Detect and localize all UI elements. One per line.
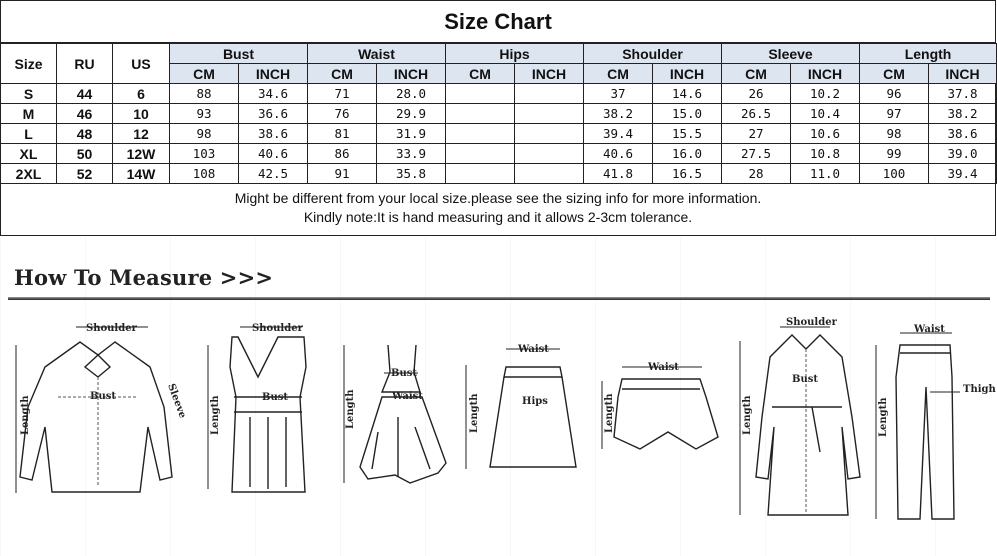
ru-cell: 52	[57, 164, 113, 184]
size-cell: XL	[1, 144, 57, 164]
us-cell: 12	[113, 124, 170, 144]
header-us: US	[113, 44, 170, 84]
note-line-2: Kindly note:It is hand measuring and it allows 2-3cm tolerance.	[303, 209, 693, 225]
value-cell: 88	[170, 84, 239, 104]
value-cell: 15.5	[653, 124, 722, 144]
value-cell: 71	[308, 84, 377, 104]
value-cell: 40.6	[239, 144, 308, 164]
tank-shoulder-label: Shoulder	[252, 323, 303, 334]
value-cell: 26.5	[722, 104, 791, 124]
table-row	[1, 164, 997, 184]
value-cell: 10.6	[791, 124, 860, 144]
pants-thigh-label: Thigh	[963, 384, 996, 395]
skirt-illustration	[466, 344, 576, 469]
value-cell: 93	[170, 104, 239, 124]
ru-cell: 46	[57, 104, 113, 124]
header-row-groups	[1, 44, 997, 64]
us-cell: 6	[113, 84, 170, 104]
dress-illustration	[344, 345, 446, 483]
skirt-hips-label: Hips	[522, 396, 548, 407]
value-cell: 37.8	[929, 84, 997, 104]
tank-length-label: Length	[210, 395, 221, 435]
header-bust: Bust	[170, 44, 308, 64]
value-cell	[446, 84, 515, 104]
value-cell: 97	[860, 104, 929, 124]
tank-bust-label: Bust	[262, 392, 288, 403]
header-ru: RU	[57, 44, 113, 84]
skirt-waist-label: Waist	[518, 344, 549, 355]
value-cell: 76	[308, 104, 377, 124]
value-cell	[446, 104, 515, 124]
value-cell: 28.0	[377, 84, 446, 104]
value-cell	[446, 144, 515, 164]
header-sleeve: Sleeve	[722, 44, 860, 64]
unit-inch-5: INCH	[929, 64, 997, 84]
dress-length-label: Length	[345, 389, 356, 429]
tank-top-illustration	[208, 323, 306, 492]
value-cell: 38.2	[929, 104, 997, 124]
value-cell: 16.5	[653, 164, 722, 184]
table-row	[1, 84, 997, 104]
unit-inch-3: INCH	[653, 64, 722, 84]
shorts-length-label: Length	[604, 393, 615, 433]
value-cell: 10.4	[791, 104, 860, 124]
size-cell: 2XL	[1, 164, 57, 184]
value-cell: 10.2	[791, 84, 860, 104]
value-cell: 33.9	[377, 144, 446, 164]
value-cell	[446, 124, 515, 144]
value-cell: 26	[722, 84, 791, 104]
header-hips: Hips	[446, 44, 584, 64]
value-cell: 38.6	[239, 124, 308, 144]
value-cell: 40.6	[584, 144, 653, 164]
how-to-measure-heading: How To Measure >>>	[14, 265, 274, 290]
size-cell: S	[1, 84, 57, 104]
unit-cm-5: CM	[860, 64, 929, 84]
value-cell	[446, 164, 515, 184]
blouse-shoulder-label: Shoulder	[86, 323, 137, 334]
value-cell	[515, 124, 584, 144]
note-line-1: Might be different from your local size.please see the sizing info for more information.	[234, 190, 762, 206]
value-cell: 29.9	[377, 104, 446, 124]
value-cell: 10.8	[791, 144, 860, 164]
chart-title: Size Chart	[1, 1, 995, 43]
value-cell: 27	[722, 124, 791, 144]
value-cell: 38.2	[584, 104, 653, 124]
pants-length-label: Length	[878, 397, 889, 437]
value-cell: 14.6	[653, 84, 722, 104]
unit-inch-0: INCH	[239, 64, 308, 84]
value-cell	[515, 164, 584, 184]
coat-illustration	[740, 317, 860, 515]
table-row	[1, 144, 997, 164]
table-row	[1, 124, 997, 144]
value-cell: 39.4	[929, 164, 997, 184]
header-waist: Waist	[308, 44, 446, 64]
unit-cm-1: CM	[308, 64, 377, 84]
pants-illustration	[876, 324, 997, 519]
unit-cm-2: CM	[446, 64, 515, 84]
value-cell: 34.6	[239, 84, 308, 104]
dress-waist-label: Waist	[392, 391, 423, 402]
unit-inch-4: INCH	[791, 64, 860, 84]
value-cell: 91	[308, 164, 377, 184]
value-cell: 28	[722, 164, 791, 184]
blouse-illustration	[16, 323, 188, 493]
header-shoulder: Shoulder	[584, 44, 722, 64]
us-cell: 14W	[113, 164, 170, 184]
value-cell	[515, 144, 584, 164]
ru-cell: 44	[57, 84, 113, 104]
header-length: Length	[860, 44, 997, 64]
value-cell: 15.0	[653, 104, 722, 124]
unit-inch-1: INCH	[377, 64, 446, 84]
value-cell: 42.5	[239, 164, 308, 184]
value-cell	[515, 84, 584, 104]
value-cell: 96	[860, 84, 929, 104]
coat-bust-label: Bust	[792, 374, 818, 385]
header-size: Size	[1, 44, 57, 84]
shorts-illustration	[602, 362, 718, 449]
skirt-length-label: Length	[469, 393, 480, 433]
value-cell: 16.0	[653, 144, 722, 164]
value-cell: 98	[860, 124, 929, 144]
value-cell: 11.0	[791, 164, 860, 184]
unit-cm-3: CM	[584, 64, 653, 84]
coat-length-label: Length	[742, 395, 753, 435]
value-cell: 39.4	[584, 124, 653, 144]
unit-cm-4: CM	[722, 64, 791, 84]
value-cell	[515, 104, 584, 124]
table-row	[1, 104, 997, 124]
value-cell: 108	[170, 164, 239, 184]
unit-inch-2: INCH	[515, 64, 584, 84]
size-chart	[0, 0, 996, 236]
size-table	[0, 43, 997, 184]
us-cell: 10	[113, 104, 170, 124]
unit-cm-0: CM	[170, 64, 239, 84]
measure-illustrations	[0, 237, 997, 556]
size-note	[1, 184, 995, 232]
how-to-measure-section	[0, 237, 997, 556]
value-cell: 39.0	[929, 144, 997, 164]
value-cell: 100	[860, 164, 929, 184]
blouse-sleeve-label: Sleeve	[165, 382, 188, 420]
value-cell: 35.8	[377, 164, 446, 184]
pants-waist-label: Waist	[914, 324, 945, 335]
value-cell: 36.6	[239, 104, 308, 124]
value-cell: 103	[170, 144, 239, 164]
us-cell: 12W	[113, 144, 170, 164]
value-cell: 27.5	[722, 144, 791, 164]
value-cell: 86	[308, 144, 377, 164]
value-cell: 41.8	[584, 164, 653, 184]
value-cell: 37	[584, 84, 653, 104]
value-cell: 38.6	[929, 124, 997, 144]
size-cell: M	[1, 104, 57, 124]
value-cell: 81	[308, 124, 377, 144]
blouse-length-label: Length	[20, 395, 31, 435]
value-cell: 99	[860, 144, 929, 164]
value-cell: 98	[170, 124, 239, 144]
ru-cell: 50	[57, 144, 113, 164]
size-cell: L	[1, 124, 57, 144]
coat-shoulder-label: Shoulder	[786, 317, 837, 328]
dress-bust-label: Bust	[391, 368, 417, 379]
ru-cell: 48	[57, 124, 113, 144]
value-cell: 31.9	[377, 124, 446, 144]
shorts-waist-label: Waist	[648, 362, 679, 373]
blouse-bust-label: Bust	[90, 391, 116, 402]
